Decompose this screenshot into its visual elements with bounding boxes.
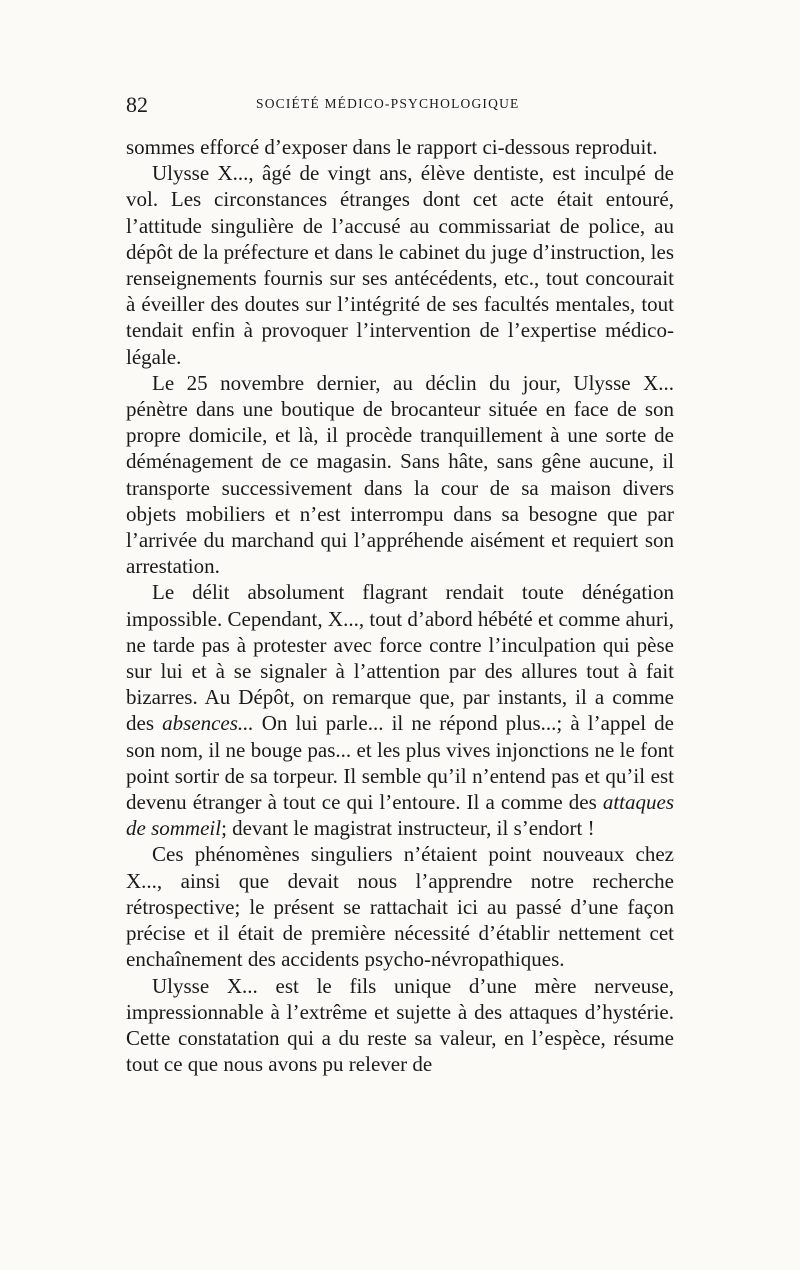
emphasis-attaques-de-sommeil: attaques de sommeil xyxy=(126,790,674,841)
body-text xyxy=(126,134,674,1077)
paragraph-continuation: sommes efforcé d’exposer dans le rapport ci-dessous reproduit. xyxy=(126,135,658,159)
paragraph-symptoms xyxy=(126,579,674,841)
paragraph-case-intro: Ulysse X..., âgé de vingt ans, élève dentiste, est inculpé de vol. Les circonstances étranges dont cet acte était entouré, l’attitude singulière de l’accusé au commissariat de police, au dépôt de la préfecture et dans le cabinet du juge d’instruction, les renseignements fournis sur ses antécédents, etc., tout concourait à éveiller des doutes sur l’intégrité de ses facultés mentales, tout tendait enfin à provoquer l’intervention de l’expertise médico-légale. xyxy=(126,161,674,369)
emphasis-absences: absences... xyxy=(162,711,254,736)
paragraph-symptoms-seg1: Le délit absolument flagrant rendait toute dénégation impossible. Cependant, X..., tout d’abord hébété et comme ahuri, ne tarde pas à protester avec force contre l’inculpation qui pèse sur lui et à se signaler à l’attention par des allures tout à fait bizarres. Au Dépôt, on remarque que, par instants, il a comme des xyxy=(126,580,674,736)
paragraph-retrospective: Ces phénomènes singuliers n’étaient point nouveaux chez X..., ainsi que devait nous l’apprendre notre recherche rétrospective; le présent se rattachait ici au passé d’une façon précise et il était de première nécessité d’établir nettement cet enchaînement des accidents psycho-névropathiques. xyxy=(126,842,674,972)
page-header xyxy=(126,92,674,122)
paragraph-symptoms-seg3: ; devant le magistrat instructeur, il s’endort ! xyxy=(221,816,595,841)
paragraph-family-history: Ulysse X... est le fils unique d’une mère nerveuse, impressionnable à l’extrême et sujette à des attaques d’hystérie. Cette constatation qui a du reste sa valeur, en l’espèce, résume tout ce que nous avons pu relever de xyxy=(126,973,674,1077)
paragraph-theft-account: Le 25 novembre dernier, au déclin du jour, Ulysse X... pénètre dans une boutique de brocanteur située en face de son propre domicile, et là, il procède tranquillement à une sorte de déménagement de ce magasin. Sans hâte, sans gêne aucune, il transporte successivement dans la cour de sa maison divers objets mobiliers et n’est interrompu dans sa besogne que par l’arrivée du marchand qui l’appréhende aisément et requiert son arrestation. xyxy=(126,370,674,579)
book-page xyxy=(126,92,674,1077)
page-number: 82 xyxy=(126,92,148,117)
running-title: SOCIÉTÉ MÉDICO-PSYCHOLOGIQUE xyxy=(256,96,520,111)
paragraph-symptoms-seg2: On lui parle... il ne répond plus...; à l’appel de son nom, il ne bouge pas... et les plus vives injonctions ne le font point sortir de sa torpeur. Il semble qu’il n’entend pas et qu’il est devenu étranger à tout ce qui l’entoure. Il a comme des xyxy=(126,711,674,815)
